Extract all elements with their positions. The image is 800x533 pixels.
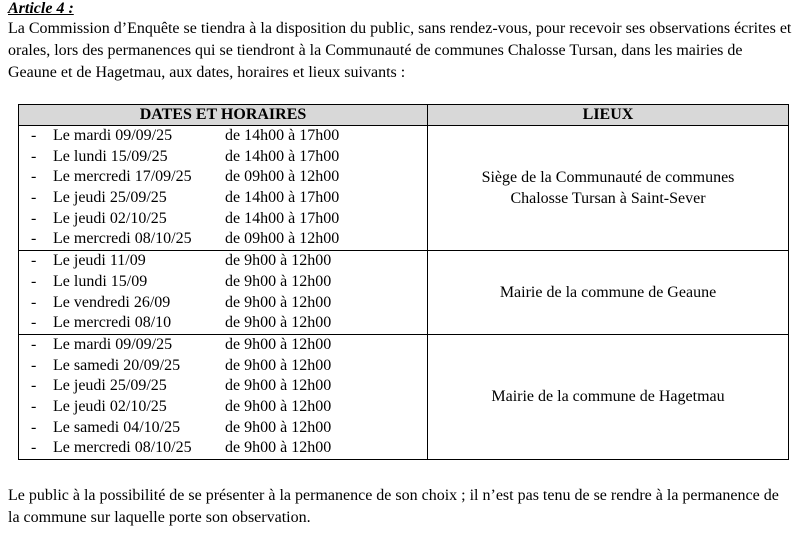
hours-label: de 09h00 à 12h00 [225,168,340,186]
header-lieux: LIEUX [428,105,789,126]
date-row [19,229,427,250]
bullet-dash: - [31,293,37,311]
date-label: Le mardi 09/09/25 [53,127,173,144]
date-row [19,147,427,168]
date-label: Le lundi 15/09 [53,272,148,290]
hours-label: de 9h00 à 12h00 [225,272,332,290]
hours-label: de 14h00 à 17h00 [225,127,340,144]
date-row [19,313,427,334]
bullet-dash: - [31,127,37,144]
date-row [19,126,427,147]
date-row [19,209,427,230]
bullet-dash: - [31,168,37,186]
schedule-group-hagetmau [19,334,789,459]
date-row [19,251,427,272]
lieu-line: Chalosse Tursan à Saint-Sever [510,190,706,208]
date-label: Le lundi 15/09/25 [53,147,168,165]
hours-label: de 14h00 à 17h00 [225,147,340,165]
intro-paragraph: La Commission d’Enquête se tiendra à la disposition du public, sans rendez-vous, pour recevoir ses observations écrites et orales, lors des permanences qui se tiendront à la Communauté de communes Chalosse Tursan, dans les mairies de Geaune et de Hagetmau, aux dates, horaires et lieux suivants : [8,20,792,81]
lieu-cell [428,251,789,335]
date-row [19,356,427,377]
hours-label: de 14h00 à 17h00 [225,209,340,227]
bullet-dash: - [31,189,37,207]
dates-cell [19,334,428,459]
bullet-dash: - [31,377,37,395]
bullet-dash: - [31,252,37,270]
header-dates: DATES ET HORAIRES [19,105,428,126]
hours-label: de 09h00 à 12h00 [225,230,340,248]
bullet-dash: - [31,418,37,436]
table-header-row [19,105,789,126]
date-row [19,167,427,188]
date-label: Le jeudi 02/10/25 [53,397,167,415]
date-label: Le jeudi 11/09 [53,252,146,270]
schedule-table [18,104,789,460]
hours-label: de 9h00 à 12h00 [225,335,332,353]
date-label: Le jeudi 02/10/25 [53,209,167,227]
date-label: Le mercredi 08/10/25 [53,230,192,248]
lieu-line: Mairie de la commune de Hagetmau [491,388,725,406]
hours-label: de 9h00 à 12h00 [225,439,332,457]
date-row [19,418,427,439]
hours-label: de 9h00 à 12h00 [225,252,332,270]
hours-label: de 9h00 à 12h00 [225,377,332,395]
bullet-dash: - [31,272,37,290]
hours-label: de 9h00 à 12h00 [225,418,332,436]
dates-cell [19,251,428,335]
date-label: Le mercredi 17/09/25 [53,168,192,186]
bullet-dash: - [31,335,37,353]
date-label: Le mardi 09/09/25 [53,335,173,353]
hours-label: de 14h00 à 17h00 [225,189,340,207]
bullet-dash: - [31,439,37,457]
date-row [19,438,427,459]
date-row [19,335,427,356]
schedule-group-saint-sever [19,126,789,251]
date-label: Le mercredi 08/10/25 [53,439,192,457]
dates-cell [19,126,428,251]
date-label: Le samedi 20/09/25 [53,356,181,374]
date-label: Le mercredi 08/10 [53,314,172,332]
footer-paragraph: Le public à la possibilité de se présenter à la permanence de son choix ; il n’est pas tenu de se rendre à la permanence de la commune sur laquelle porte son observation. [8,487,779,526]
date-label: Le samedi 04/10/25 [53,418,181,436]
hours-label: de 9h00 à 12h00 [225,314,332,332]
lieu-cell [428,334,789,459]
date-row [19,397,427,418]
bullet-dash: - [31,397,37,415]
schedule-group-geaune [19,251,789,335]
date-row [19,376,427,397]
bullet-dash: - [31,230,37,248]
bullet-dash: - [31,356,37,374]
date-row [19,293,427,314]
hours-label: de 9h00 à 12h00 [225,356,332,374]
date-label: Le jeudi 25/09/25 [53,377,167,395]
hours-label: de 9h00 à 12h00 [225,397,332,415]
date-label: Le jeudi 25/09/25 [53,189,167,207]
date-label: Le vendredi 26/09 [53,293,171,311]
lieu-line: Siège de la Communauté de communes [481,169,735,187]
article-heading: Article 4 : [8,0,74,17]
lieu-cell [428,126,789,251]
bullet-dash: - [31,147,37,165]
hours-label: de 9h00 à 12h00 [225,293,332,311]
date-row [19,272,427,293]
lieu-line: Mairie de la commune de Geaune [499,284,717,301]
bullet-dash: - [31,314,37,332]
date-row [19,188,427,209]
bullet-dash: - [31,209,37,227]
